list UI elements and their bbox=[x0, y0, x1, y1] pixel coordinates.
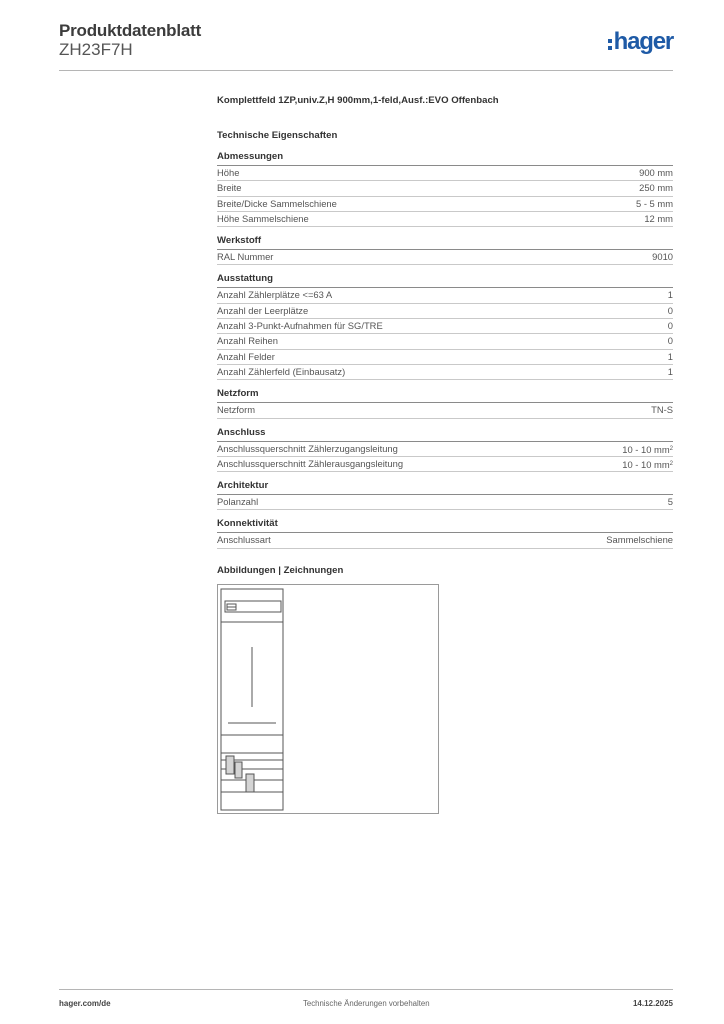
datasheet-content bbox=[217, 94, 673, 549]
section-title: Werkstoff bbox=[217, 235, 673, 250]
properties-sections bbox=[217, 151, 673, 549]
property-value-cell bbox=[606, 533, 673, 547]
property-value: 10 - 10 mm bbox=[622, 443, 670, 455]
section-title: Ausstattung bbox=[217, 273, 673, 288]
property-row bbox=[217, 350, 673, 365]
product-code: ZH23F7H bbox=[59, 40, 133, 59]
property-row bbox=[217, 212, 673, 227]
property-value-cell bbox=[639, 166, 673, 180]
property-row bbox=[217, 181, 673, 196]
tech-properties-heading: Technische Eigenschaften bbox=[217, 130, 338, 141]
property-value-cell bbox=[668, 365, 673, 379]
property-value: TN-S bbox=[651, 404, 673, 416]
property-row bbox=[217, 365, 673, 380]
property-value: 0 bbox=[667, 320, 673, 332]
property-row bbox=[217, 166, 673, 181]
footer-website: hager.com/de bbox=[59, 999, 111, 1008]
property-label: Breite/Dicke Sammelschiene bbox=[217, 197, 337, 209]
property-value-cell bbox=[668, 288, 673, 302]
property-value-cell bbox=[651, 403, 673, 417]
section-architektur bbox=[217, 480, 673, 510]
property-value: 0 bbox=[667, 304, 673, 316]
property-value-cell bbox=[639, 181, 673, 195]
property-value: 9010 bbox=[652, 251, 673, 263]
section-title: Netzform bbox=[217, 388, 673, 403]
property-value-cell bbox=[668, 319, 673, 333]
property-label: Anzahl Zählerfeld (Einbausatz) bbox=[217, 365, 346, 377]
property-row bbox=[217, 403, 673, 418]
hager-logo bbox=[608, 29, 673, 55]
property-value: 1 bbox=[667, 350, 673, 362]
document-title: Produktdatenblatt bbox=[59, 21, 202, 40]
page-footer bbox=[59, 989, 673, 1010]
property-row bbox=[217, 250, 673, 265]
property-label: Anzahl 3-Punkt-Aufnahmen für SG/TRE bbox=[217, 320, 383, 332]
page-header bbox=[59, 20, 673, 71]
property-label: Netzform bbox=[217, 404, 256, 416]
footer-date: 14.12.2025 bbox=[632, 999, 673, 1008]
property-value-cell bbox=[668, 304, 673, 318]
property-label: Anzahl Felder bbox=[217, 350, 275, 362]
property-value: 5 - 5 mm bbox=[636, 197, 673, 209]
property-row bbox=[217, 457, 673, 472]
property-row bbox=[217, 442, 673, 457]
property-label: RAL Nummer bbox=[217, 251, 274, 263]
property-value-cell bbox=[668, 495, 673, 509]
property-value-cell bbox=[668, 334, 673, 348]
section-title: Abmessungen bbox=[217, 151, 673, 166]
property-row bbox=[217, 197, 673, 212]
property-value: 1 bbox=[667, 365, 673, 377]
product-drawing bbox=[217, 584, 439, 814]
property-value: 0 bbox=[667, 335, 673, 347]
property-value: 250 mm bbox=[639, 182, 673, 194]
logo-dots-icon bbox=[608, 39, 612, 50]
property-value-cell bbox=[622, 457, 673, 471]
property-row bbox=[217, 495, 673, 510]
property-row bbox=[217, 304, 673, 319]
property-value: 900 mm bbox=[639, 167, 673, 178]
property-value: 1 bbox=[667, 289, 673, 301]
section-title: Konnektivität bbox=[217, 518, 673, 533]
property-label: Breite bbox=[217, 182, 242, 194]
unit-superscript: 2 bbox=[669, 445, 673, 452]
property-value: 5 bbox=[667, 496, 673, 508]
footer-disclaimer: Technische Änderungen vorbehalten bbox=[303, 999, 430, 1008]
unit-superscript: 2 bbox=[669, 460, 673, 467]
property-row bbox=[217, 288, 673, 303]
property-label: Anzahl Reihen bbox=[217, 335, 278, 347]
meter-panel-drawing-icon bbox=[218, 585, 438, 813]
property-row bbox=[217, 319, 673, 334]
property-value: 10 - 10 mm bbox=[622, 458, 670, 470]
property-label: Polanzahl bbox=[217, 496, 259, 508]
property-label: Anschlussquerschnitt Zählerzugangsleitung bbox=[217, 442, 398, 454]
property-label: Anschlussart bbox=[217, 534, 271, 546]
property-label: Anzahl der Leerplätze bbox=[217, 304, 309, 316]
property-value: 12 mm bbox=[644, 212, 673, 224]
section-title: Architektur bbox=[217, 480, 673, 495]
property-value-cell bbox=[644, 212, 673, 226]
drawings-heading: Abbildungen | Zeichnungen bbox=[217, 565, 344, 576]
property-value-cell bbox=[652, 250, 673, 264]
property-value-cell bbox=[622, 442, 673, 456]
property-value-cell bbox=[668, 350, 673, 364]
property-label: Höhe Sammelschiene bbox=[217, 212, 309, 224]
logo-text: hager bbox=[613, 28, 673, 55]
section-abmessungen bbox=[217, 151, 673, 227]
section-title: Anschluss bbox=[217, 427, 673, 442]
property-value-cell bbox=[636, 197, 673, 211]
property-label: Anschlussquerschnitt Zählerausgangsleitung bbox=[217, 457, 404, 469]
property-value: Sammelschiene bbox=[606, 534, 673, 546]
section-werkstoff bbox=[217, 235, 673, 265]
section-konnektivität bbox=[217, 518, 673, 548]
property-row bbox=[217, 334, 673, 349]
section-anschluss bbox=[217, 427, 673, 473]
section-netzform bbox=[217, 388, 673, 418]
property-label: Anzahl Zählerplätze <=63 A bbox=[217, 289, 333, 301]
property-label: Höhe bbox=[217, 167, 240, 178]
section-ausstattung bbox=[217, 273, 673, 380]
property-row bbox=[217, 533, 673, 548]
product-title: Komplettfeld 1ZP,univ.Z,H 900mm,1-feld,Ausf.:EVO Offenbach bbox=[217, 95, 499, 106]
